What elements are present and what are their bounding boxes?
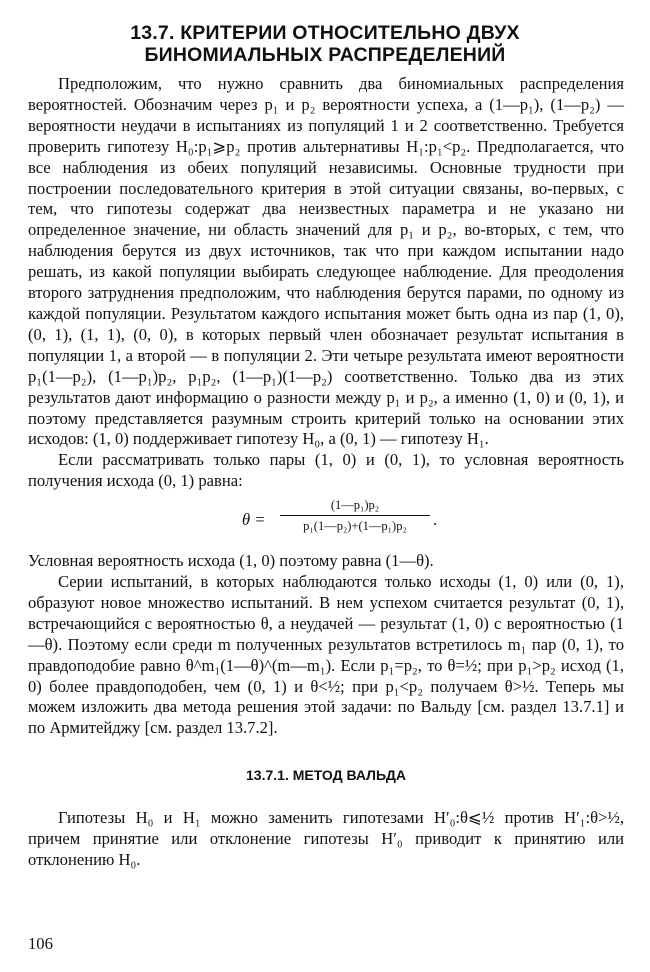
section-title	[0, 22, 650, 66]
page-number: 106	[28, 934, 53, 953]
formula-fraction	[280, 498, 430, 533]
formula-numerator: (1—p₁)p₂	[280, 498, 430, 516]
formula-lhs: θ =	[242, 510, 266, 530]
section-title-line-2: БИНОМИАЛЬНЫХ РАСПРЕДЕЛЕНИЙ	[144, 44, 506, 66]
subsection-title: 13.7.1. МЕТОД ВАЛЬДА	[246, 767, 406, 784]
theta-formula	[28, 498, 624, 546]
paragraph-conditional-probability: Если рассматривать только пары (1, 0) и (0, 1), то условная вероятность получения исхода (0, 1) равна:	[28, 450, 624, 491]
paragraph-wald: Гипотезы H₀ и H₁ можно заменить гипотезами H′₀:θ⩽½ против H′₁:θ>½, причем принятие или отклонение гипотезы H′₀ приводит к принятию или отклонению H₀.	[28, 808, 624, 869]
formula-trailing-dot: .	[433, 510, 438, 530]
paragraph-intro: Предположим, что нужно сравнить два биномиальных распределения вероятностей. Обозначим через p₁ и p₂ вероятности успеха, а (1—p₁), (1—p₂) — вероятности неудачи в испытаниях из популяций 1 и 2 соответственно. Требуется проверить гипотезу H₀:p₁⩾p₂ против альтернативы H₁:p₁<p₂. Предполагается, что все наблюдения из обеих популяций независимы. Основные трудности при построении последовательного критерия в этой ситуации связаны, во-первых, с тем, что гипотезы содержат два неизвестных параметра и не указано ни определенное значение, ни область значений для p₁ и p₂, во-вторых, с тем, что наблюдения берутся из двух источников, так что при каждом испытании надо решать, из какой популяции выбирать следующее наблюдение. Для преодоления второго затруднения предположим, что наблюдения берутся парами, по одному из каждой популяции. Результатом каждого испытания может быть одна из пар (1, 0), (0, 1), (1, 1), (0, 0), в которых первый член обозначает результат испытания в популяции 1, а второй — в популяции 2. Эти четыре результата имеют вероятности p₁(1—p₂), (1—p₁)p₂, p₁p₂, (1—p₁)(1—p₂) соответственно. Только два из этих результатов дают информацию о разности между p₁ и p₂, а именно (1, 0) и (0, 1), и поэтому представляется разумным строить критерий только на основании этих исходов: (1, 0) поддерживает гипотезу H₀, а (0, 1) — гипотезу H₁.	[28, 74, 624, 449]
body-text	[28, 74, 624, 871]
paragraph-series: Серии испытаний, в которых наблюдаются только исходы (1, 0) или (0, 1), образуют новое множество испытаний. В нем успехом считается результат (0, 1), встречающийся с вероятностью θ, а неудачей — результат (1, 0) с вероятностью (1—θ). Поэтому если среди m полученных результатов встретилось m₁ пар (0, 1), то правдоподобие равно θ^m₁(1—θ)^(m—m₁). Если p₁=p₂, то θ=½; при p₁>p₂ исход (1, 0) более правдоподобен, чем (0, 1) и θ<½; при p₁<p₂ получаем θ>½. Теперь мы можем изложить два метода решения этой задачи: по Вальду [см. раздел 13.7.1] и по Армитейджу [см. раздел 13.7.2].	[28, 572, 624, 738]
formula-denominator: p₁(1—p₂)+(1—p₁)p₂	[303, 519, 407, 534]
paragraph-complement: Условная вероятность исхода (1, 0) поэтому равна (1—θ).	[28, 551, 434, 571]
section-title-line-1: 13.7. КРИТЕРИИ ОТНОСИТЕЛЬНО ДВУХ	[130, 22, 520, 44]
